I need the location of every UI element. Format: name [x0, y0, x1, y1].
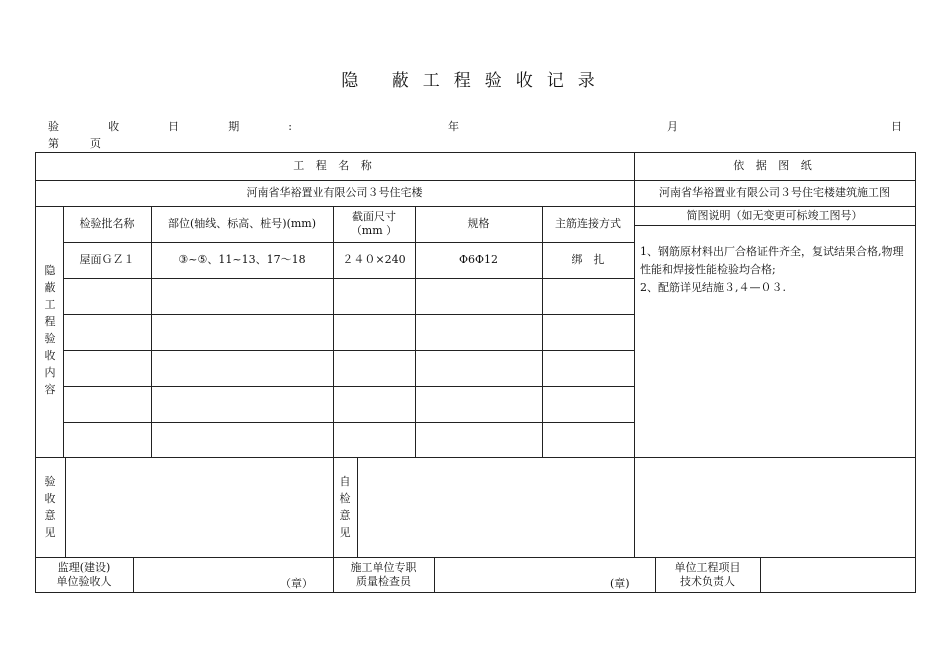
stamp-label: （章） — [280, 577, 313, 590]
date-label-char: 验 — [48, 120, 59, 133]
col-header-spec: 规格 — [467, 217, 490, 230]
document-title: 隐 蔽工程验收记录 — [341, 71, 609, 91]
page-number-suffix: 页 — [90, 137, 101, 150]
acceptance-date-label — [48, 120, 292, 134]
date-label-char: 期 — [228, 120, 240, 133]
note-line: 2、配筋详见结施３,４—０３. — [640, 281, 786, 294]
sketch-notes — [640, 243, 912, 297]
col-header-connection: 主筋连接方式 — [555, 217, 621, 230]
page-number-prefix: 第 — [48, 137, 59, 150]
year-label: 年 — [448, 120, 459, 133]
row-connection: 绑 扎 — [571, 253, 605, 266]
col-header-notes: 简图说明（如无变更可标竣工图号） — [686, 208, 863, 222]
supervisor-label: 监理(建设) 单位验收人 — [56, 560, 112, 588]
project-name-value: 河南省华裕置业有限公司３号住宅楼 — [246, 186, 423, 199]
drawing-label: 依 据 图 纸 — [733, 159, 816, 172]
concealed-content-label: 隐 蔽 工 程 验 收 内 容 — [44, 264, 56, 396]
date-label-char: 收 — [108, 120, 120, 133]
note-line: 1、钢筋原材料出厂合格证件齐全，复试结果合格,物理性能和焊接性能检验均合格; — [640, 245, 904, 276]
col-header-batch: 检验批名称 — [79, 217, 135, 230]
acceptance-opinion-label: 验 收 意 见 — [44, 475, 56, 539]
project-name-label: 工 程 名 称 — [293, 159, 376, 172]
drawing-value: 河南省华裕置业有限公司３号住宅楼建筑施工图 — [659, 186, 890, 199]
row-spec: Φ6Φ12 — [458, 253, 499, 266]
qc-inspector-label: 施工单位专职 质量检查员 — [350, 560, 417, 588]
stamp-label: (章) — [610, 577, 630, 590]
date-label-char: 日 — [168, 120, 180, 133]
row-section: ２４０×240 — [342, 253, 406, 266]
self-check-opinion-label: 自 检 意 见 — [339, 475, 351, 539]
col-header-location: 部位(轴线、标高、桩号)(mm) — [167, 217, 317, 230]
day-label: 日 — [891, 120, 902, 133]
row-location: ③~⑤、11~13、17～18 — [178, 253, 306, 266]
technical-lead-label: 单位工程项目 技术负责人 — [674, 560, 741, 588]
date-label-char: : — [288, 120, 292, 133]
row-batch: 屋面ＧＺ１ — [79, 253, 135, 266]
month-label: 月 — [667, 120, 678, 133]
col-header-section: 截面尺寸 （mm ） — [350, 210, 398, 237]
